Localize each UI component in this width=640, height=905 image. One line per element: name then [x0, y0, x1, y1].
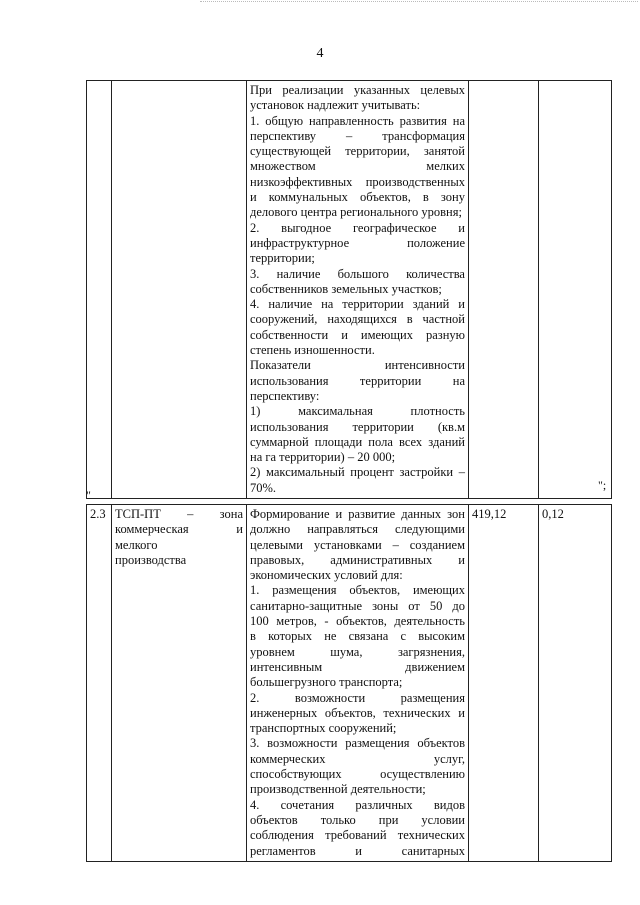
text-line: использования территории (кв.м [250, 419, 465, 434]
text-line: производства [115, 552, 187, 567]
text-line: должно направляться следующими [250, 522, 465, 537]
text-line: коммерческая и [115, 522, 243, 537]
text-line: 1. размещения объектов, имеющих [250, 583, 465, 598]
text-line: 1. общую направленность развития на [250, 113, 465, 128]
text-line: суммарной площади пола всех зданий [250, 434, 465, 449]
cell-description [247, 505, 469, 862]
text-line: правовых, административных и [250, 552, 465, 567]
text-line: производственной деятельности; [250, 782, 426, 797]
cell-zone [112, 81, 247, 499]
text-line: делового центра регионального уровня; [250, 205, 462, 220]
cell-number: 2.3 [87, 505, 112, 862]
cell-number [87, 81, 112, 499]
text-line: существующей территории, занятой [250, 144, 465, 159]
cell-area [469, 81, 539, 499]
text-line: ТСП-ПТ – зона [115, 507, 243, 521]
text-line: инженерных объектов, технических и [250, 705, 465, 720]
text-line: соблюдения требований технических [250, 828, 465, 843]
text-line: низкоэффективных производственных [250, 174, 465, 189]
text-line: использования территории на [250, 373, 465, 388]
text-line: перспективу – трансформация [250, 128, 465, 143]
text-line: и коммунальных объектов, в зону [250, 190, 465, 205]
text-line: способствующих осуществлению [250, 767, 465, 782]
text-line: множеством мелких [250, 159, 465, 174]
text-line: 3. наличие большого количества [250, 266, 465, 281]
cell-area: 419,12 [469, 505, 539, 862]
page-number: 4 [316, 46, 324, 61]
table-row [87, 505, 612, 862]
text-line: При реализации указанных целевых [250, 83, 465, 97]
text-line: 4. наличие на территории зданий и [250, 297, 465, 312]
text-line: 4. сочетания различных видов [250, 797, 465, 812]
table-row [87, 81, 612, 499]
text-line: экономических условий для: [250, 568, 403, 583]
text-line: целевыми установками – созданием [250, 537, 465, 552]
cell-zone [112, 505, 247, 862]
text-line: интенсивным движением [250, 659, 465, 674]
text-line: 100 метров, - объектов, деятельность [250, 614, 465, 629]
cell-share [539, 81, 612, 499]
text-line: регламентов и санитарных [250, 843, 465, 858]
text-line: 3. возможности размещения объектов [250, 736, 465, 751]
cell-share: 0,12 [539, 505, 612, 862]
text-line: сооружений, находящихся в частной [250, 312, 465, 327]
text-line: санитарно-защитные зоны от 50 до [250, 598, 465, 613]
text-line: 2) максимальный процент застройки – [250, 465, 465, 480]
opening-quote: " [86, 488, 91, 502]
text-line: установок надлежит учитывать: [250, 98, 421, 113]
text-line: уровнем шума, загрязнения, [250, 644, 465, 659]
text-line: инфраструктурное положение [250, 235, 465, 250]
top-scan-line [200, 1, 638, 2]
closing-quote: "; [598, 478, 607, 492]
text-line: коммерческих услуг, [250, 751, 465, 766]
table-continued [86, 80, 612, 499]
text-line: на га территории) – 20 000; [250, 450, 396, 465]
text-line: 70%. [250, 480, 277, 495]
text-line: Показатели интенсивности [250, 358, 465, 373]
table-row-2-3 [86, 504, 612, 862]
text-line: 1) максимальная плотность [250, 404, 465, 419]
text-line: Формирование и развитие данных зон [250, 507, 465, 521]
text-line: перспективу: [250, 388, 320, 403]
text-line: степень изношенности. [250, 343, 375, 358]
text-line: объектов только при условии [250, 812, 465, 827]
text-line: собственников земельных участков; [250, 281, 442, 296]
text-line: большегрузного транспорта; [250, 675, 403, 690]
text-line: транспортных сооружений; [250, 721, 397, 736]
text-line: в которых не связана с высоким [250, 629, 465, 644]
text-line: 2. возможности размещения [250, 690, 465, 705]
text-line: мелкого [115, 537, 158, 552]
text-line: собственности и имеющих разную [250, 327, 465, 342]
text-line: территории; [250, 251, 315, 266]
text-line: 2. выгодное географическое и [250, 220, 465, 235]
cell-description [247, 81, 469, 499]
